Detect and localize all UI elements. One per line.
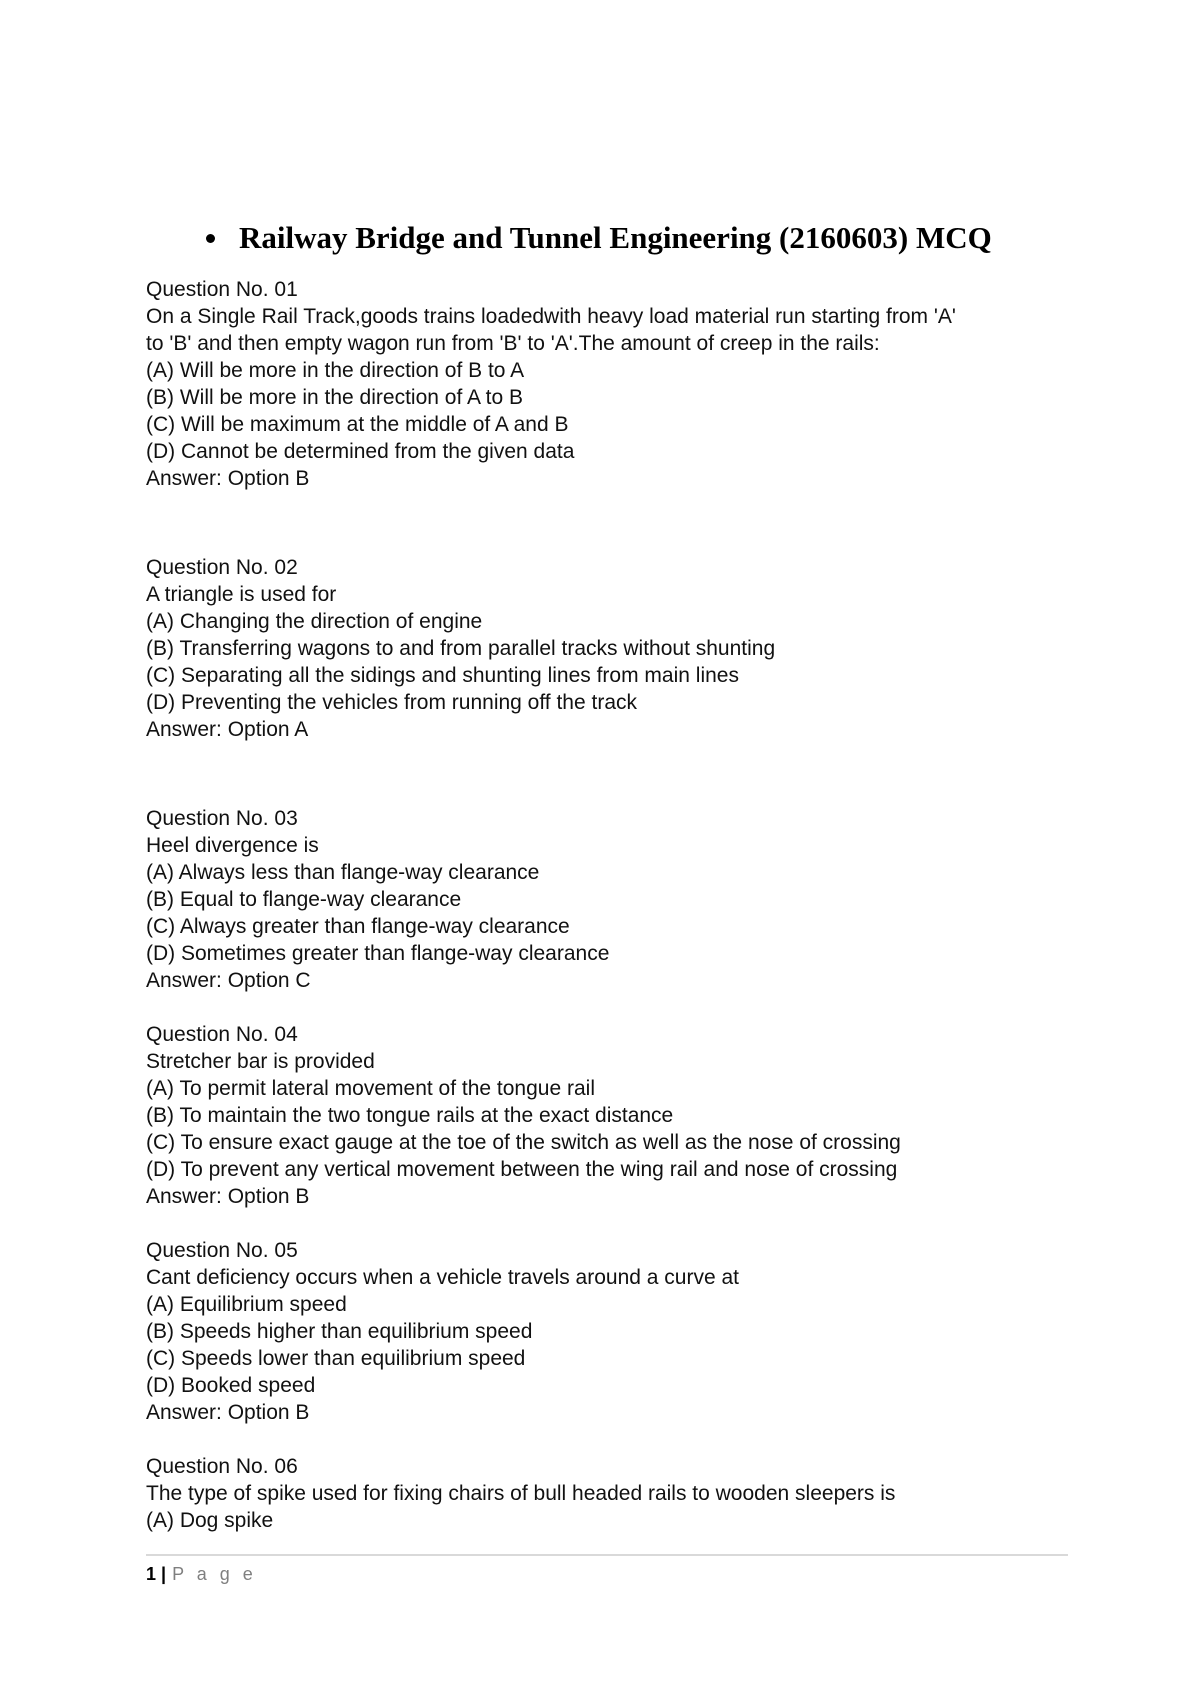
title-row [206,218,992,258]
spacer [146,994,1066,1021]
question-stem-line: Stretcher bar is provided [146,1050,375,1073]
question-stem-line: to 'B' and then empty wagon run from 'B' to 'A'.The amount of creep in the rails: [146,332,880,355]
question-block [146,276,1066,492]
spacer [146,743,1066,805]
question-heading: Question No. 03 [146,807,298,830]
option-d: (D) Preventing the vehicles from running off the track [146,691,638,714]
question-stem-line: A triangle is used for [146,583,337,606]
option-a: (A) Always less than flange-way clearance [146,861,540,884]
question-stem-line: The type of spike used for fixing chairs of bull headed rails to wooden sleepers is [146,1482,896,1505]
option-c: (C) Speeds lower than equilibrium speed [146,1347,526,1370]
page-footer [146,1564,257,1585]
option-d: (D) Sometimes greater than flange-way clearance [146,942,610,965]
option-c: (C) To ensure exact gauge at the toe of the switch as well as the nose of crossing [146,1131,901,1154]
answer-line: Answer: Option B [146,1401,310,1424]
option-d: (D) Booked speed [146,1374,316,1397]
footer-separator: | [161,1564,167,1584]
question-block [146,805,1066,994]
option-c: (C) Separating all the sidings and shunting lines from main lines [146,664,739,687]
spacer [146,1210,1066,1237]
question-block [146,1453,1066,1534]
question-stem-line: On a Single Rail Track,goods trains loadedwith heavy load material run starting from 'A' [146,305,956,328]
option-c: (C) Will be maximum at the middle of A and B [146,413,569,436]
question-block [146,1237,1066,1426]
spacer [146,492,1066,554]
spacer [146,1426,1066,1453]
option-a: (A) Will be more in the direction of B to A [146,359,525,382]
option-b: (B) Will be more in the direction of A to B [146,386,523,409]
page-label: P a g e [172,1564,257,1584]
question-stem-line: Cant deficiency occurs when a vehicle travels around a curve at [146,1266,739,1289]
answer-line: Answer: Option B [146,1185,310,1208]
option-b: (B) Transferring wagons to and from parallel tracks without shunting [146,637,776,660]
option-b: (B) To maintain the two tongue rails at the exact distance [146,1104,674,1127]
option-d: (D) Cannot be determined from the given data [146,440,575,463]
option-a: (A) Changing the direction of engine [146,610,483,633]
option-d: (D) To prevent any vertical movement between the wing rail and nose of crossing [146,1158,898,1181]
question-stem-line: Heel divergence is [146,834,319,857]
document-title: Railway Bridge and Tunnel Engineering (2160603) MCQ [239,220,992,255]
question-block [146,554,1066,743]
answer-line: Answer: Option B [146,467,310,490]
question-heading: Question No. 06 [146,1455,298,1478]
option-b: (B) Speeds higher than equilibrium speed [146,1320,533,1343]
question-heading: Question No. 02 [146,556,298,579]
question-block [146,1021,1066,1210]
option-b: (B) Equal to flange-way clearance [146,888,462,911]
option-a: (A) Dog spike [146,1509,274,1532]
page-number: 1 [146,1564,157,1584]
question-heading: Question No. 05 [146,1239,298,1262]
footer-divider [146,1554,1068,1556]
option-c: (C) Always greater than flange-way clearance [146,915,570,938]
question-list [146,276,1066,1534]
option-a: (A) Equilibrium speed [146,1293,347,1316]
question-heading: Question No. 04 [146,1023,298,1046]
option-a: (A) To permit lateral movement of the tongue rail [146,1077,595,1100]
question-heading: Question No. 01 [146,278,298,301]
answer-line: Answer: Option A [146,718,309,741]
answer-line: Answer: Option C [146,969,311,992]
bullet-icon [206,234,215,243]
